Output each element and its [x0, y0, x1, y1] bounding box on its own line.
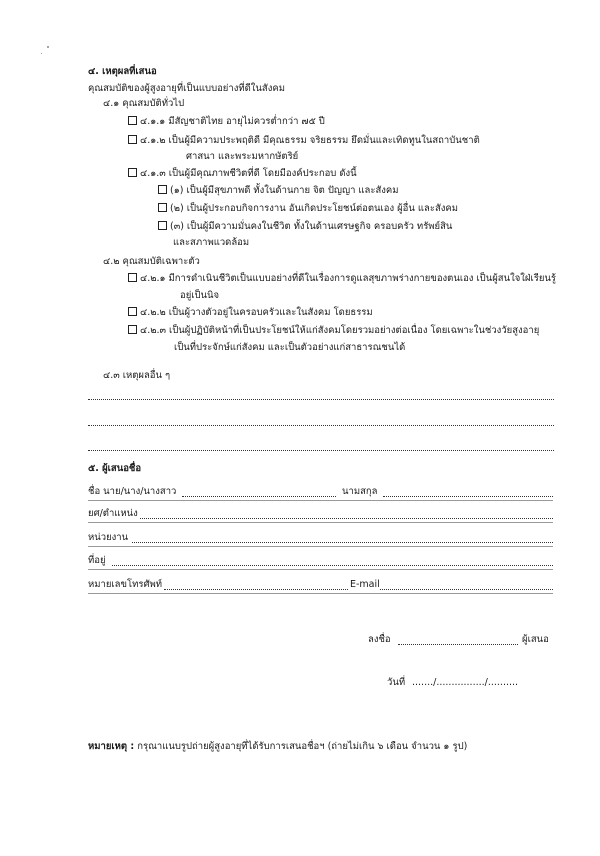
surname-field[interactable] — [383, 496, 553, 497]
checkbox[interactable] — [158, 203, 167, 212]
criterion-4-1-3[interactable] — [128, 168, 357, 179]
signature-field[interactable] — [398, 644, 518, 645]
note — [88, 741, 467, 752]
surname-label: นามสกุล — [342, 486, 378, 497]
sub-criterion-2[interactable] — [158, 203, 458, 214]
email-label: E-mail — [350, 579, 380, 590]
criterion-text: (๒) เป็นผู้ประกอบกิจการงาน อันเกิดประโยชน์ต่อตนเอง ผู้อื่น และสังคม — [170, 203, 459, 214]
checkbox[interactable] — [128, 273, 137, 282]
rank-label: ยศ/ตำแหน่ง — [88, 508, 138, 519]
address-underline — [88, 569, 553, 570]
criterion-4-2-3[interactable] — [128, 325, 539, 336]
name-underline — [88, 500, 553, 501]
rank-field[interactable] — [140, 518, 553, 519]
criterion-text: (๓) เป็นผู้มีความมั่นคงในชีวิต ทั้งในด้านเศรษฐกิจ ครอบครัว ทรัพย์สิน — [170, 221, 453, 232]
criterion-4-2-2[interactable] — [128, 307, 373, 318]
other-reasons-title: ๔.๓ เหตุผลอื่น ๆ — [103, 370, 171, 381]
criterion-text: (๑) เป็นผู้มีสุขภาพดี ทั้งในด้านกาย จิต ปัญญา และสังคม — [170, 185, 399, 196]
sub-criterion-3[interactable] — [158, 221, 452, 232]
specific-qualifications-title: ๔.๒ คุณสมบัติเฉพาะตัว — [103, 256, 200, 267]
criterion-4-2-3-cont: เป็นที่ประจักษ์แก่สังคม และเป็นตัวอย่างแก่สาธารณชนได้ — [174, 342, 406, 353]
checkbox[interactable] — [128, 325, 137, 334]
checkbox[interactable] — [158, 185, 167, 194]
rank-underline — [88, 522, 553, 523]
criterion-4-1-1[interactable] — [128, 116, 325, 127]
unit-underline — [88, 546, 553, 547]
criterion-text: ๔.๒.๓ เป็นผู้ปฏิบัติหน้าที่เป็นประโยชน์ให้แก่สังคมโดยรวมอย่างต่อเนื่อง โดยเฉพาะในช่วงวัยสูงอายุ — [140, 325, 540, 336]
checkbox[interactable] — [128, 116, 137, 125]
other-reasons-line-1[interactable] — [88, 399, 554, 400]
checkbox[interactable] — [128, 168, 137, 177]
criterion-text: ๔.๒.๒ เป็นผู้วางตัวอยู่ในครอบครัวและในสังคม โดยธรรม — [140, 307, 373, 318]
signature-label: ลงชื่อ — [368, 634, 391, 645]
criterion-4-2-1[interactable] — [128, 273, 556, 284]
phone-label: หมายเลขโทรศัพท์ — [88, 579, 163, 590]
checkbox[interactable] — [158, 221, 167, 230]
unit-field[interactable] — [132, 542, 553, 543]
sub-criterion-3-cont: และสภาพแวดล้อม — [173, 237, 250, 248]
sub-criterion-1[interactable] — [158, 185, 399, 196]
scan-speck — [47, 46, 49, 48]
checkbox[interactable] — [128, 307, 137, 316]
criterion-text: ๔.๑.๓ เป็นผู้มีคุณภาพชีวิตที่ดี โดยมีองค์ประกอบ ดังนี้ — [140, 168, 357, 179]
criterion-text: ๔.๑.๒ เป็นผู้มีความประพฤติดี มีคุณธรรม จริยธรรม ยึดมั่นและเทิดทูนในสถาบันชาติ — [140, 135, 480, 146]
unit-label: หน่วยงาน — [88, 532, 129, 543]
section-4-intro: คุณสมบัติของผู้สูงอายุที่เป็นแบบอย่างที่ดีในสังคม — [88, 83, 285, 94]
criterion-text: ๔.๒.๑ มีการดำเนินชีวิตเป็นแบบอย่างที่ดีในเรื่องการดูแลสุขภาพร่างกายของตนเอง เป็นผู้สนใจใฝ่เรียนรู้ — [140, 273, 556, 284]
name-label: ชื่อ นาย/นาง/นางสาว — [88, 486, 177, 497]
phone-underline — [88, 593, 553, 594]
criterion-4-2-1-cont: อยู่เป็นนิจ — [180, 290, 220, 301]
scan-speck — [41, 53, 42, 54]
email-field[interactable] — [380, 589, 553, 590]
criterion-4-1-2-cont: ศาสนา และพระมหากษัตริย์ — [186, 151, 299, 162]
date-label: วันที่ — [387, 677, 406, 688]
other-reasons-line-3[interactable] — [88, 450, 554, 451]
date-field[interactable]: ......./................/.......... — [412, 677, 519, 688]
other-reasons-line-2[interactable] — [88, 425, 554, 426]
section-5-heading: ๕. ผู้เสนอชื่อ — [88, 463, 142, 474]
general-qualifications-title: ๔.๑ คุณสมบัติทั่วไป — [103, 98, 185, 109]
criterion-4-1-2[interactable] — [128, 135, 480, 146]
phone-field[interactable] — [164, 589, 348, 590]
checkbox[interactable] — [128, 135, 137, 144]
note-label: หมายเหตุ : — [88, 741, 135, 752]
name-field[interactable] — [182, 496, 336, 497]
address-label: ที่อยู่ — [88, 555, 106, 566]
criterion-text: ๔.๑.๑ มีสัญชาติไทย อายุไม่ควรต่ำกว่า ๗๕ ปี — [140, 116, 325, 127]
address-field[interactable] — [112, 565, 553, 566]
section-4-heading: ๔. เหตุผลที่เสนอ — [88, 66, 157, 77]
proposer-label: ผู้เสนอ — [522, 634, 549, 645]
note-text: กรุณาแนบรูปถ่ายผู้สูงอายุที่ได้รับการเสนอชื่อฯ (ถ่ายไม่เกิน ๖ เดือน จำนวน ๑ รูป) — [137, 741, 468, 752]
